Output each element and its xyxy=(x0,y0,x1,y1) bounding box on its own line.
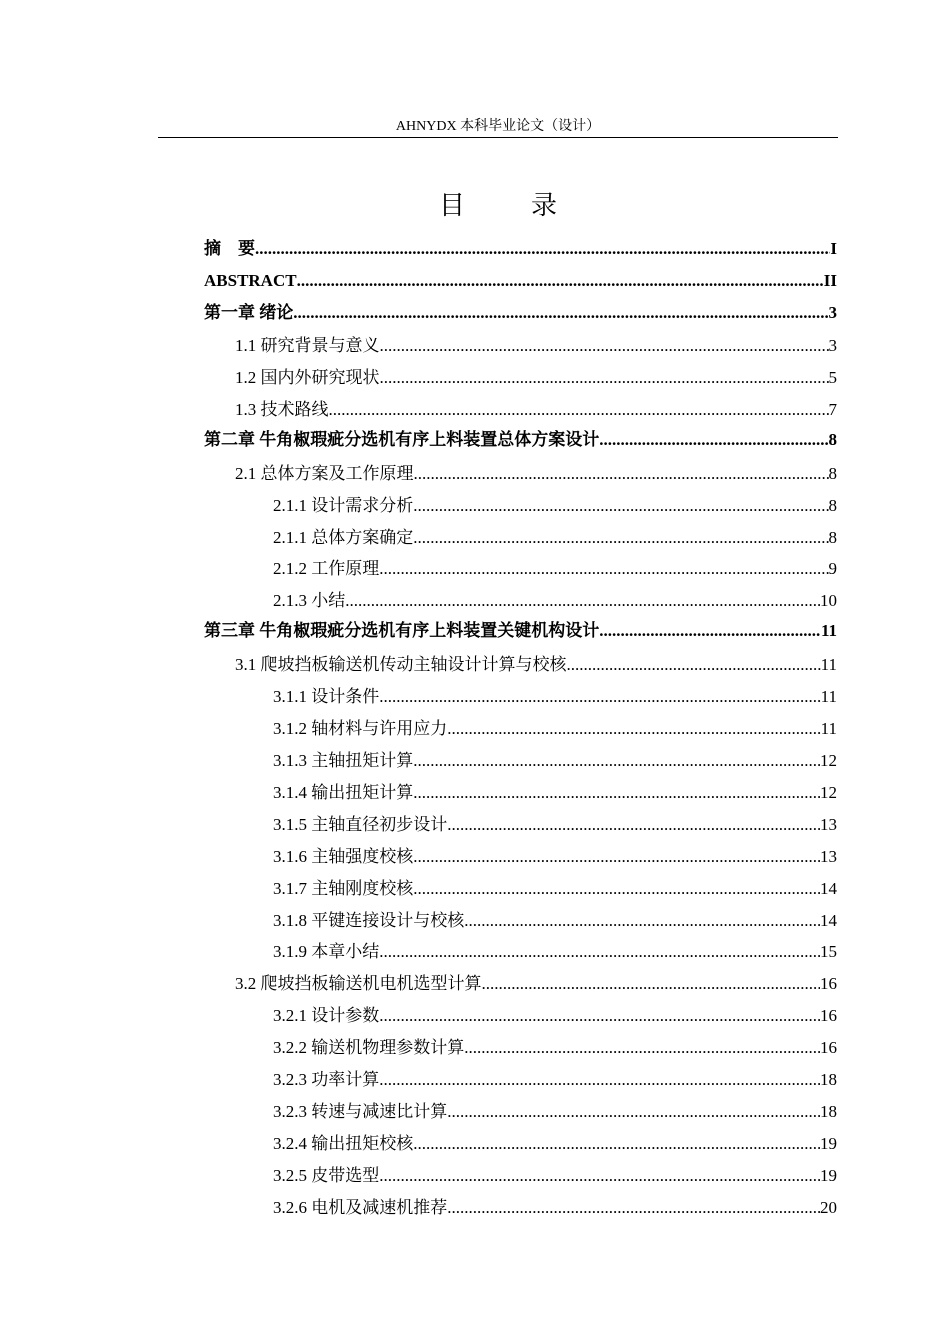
toc-page-number: 3 xyxy=(828,336,837,355)
toc-section-entry[interactable] xyxy=(273,586,837,616)
toc-dot-leader xyxy=(255,234,830,264)
toc-entry-label: 3.1.2 轴材料与许用应力 xyxy=(273,719,448,738)
toc-section-entry[interactable] xyxy=(273,1033,837,1063)
toc-page-number: 8 xyxy=(828,528,837,547)
toc-dot-leader xyxy=(413,1129,820,1159)
toc-dot-leader xyxy=(413,778,820,808)
toc-page-number: 20 xyxy=(820,1198,837,1217)
toc-section-entry[interactable] xyxy=(235,969,837,999)
toc-page-number: 11 xyxy=(820,687,837,706)
toc-page-number: 18 xyxy=(820,1070,837,1089)
toc-section-entry[interactable] xyxy=(273,714,837,744)
page-header: AHNYDX 本科毕业论文（设计） xyxy=(395,119,601,134)
header-rule xyxy=(158,137,838,138)
toc-entry-label: 3.1.4 输出扭矩计算 xyxy=(273,783,414,802)
toc-section-entry[interactable] xyxy=(273,810,837,840)
toc-dot-leader xyxy=(329,395,829,425)
toc-dot-leader xyxy=(447,1193,820,1223)
toc-title: 目 录 xyxy=(438,191,577,220)
toc-entry-label: 3.1.5 主轴直径初步设计 xyxy=(273,815,448,834)
toc-dot-leader xyxy=(567,650,821,680)
toc-page-number: 16 xyxy=(820,1038,837,1057)
toc-page-number: 8 xyxy=(828,496,837,515)
toc-entry-label: 2.1.1 设计需求分析 xyxy=(273,496,414,515)
toc-page-number: II xyxy=(823,271,837,290)
toc-section-entry[interactable] xyxy=(273,1001,837,1031)
toc-dot-leader xyxy=(379,682,820,712)
toc-entry-label: 第三章 牛角椒瑕疵分选机有序上料装置关键机构设计 xyxy=(204,621,600,640)
toc-entry-label: 1.2 国内外研究现状 xyxy=(235,368,380,387)
toc-entry-label: 3.1.1 设计条件 xyxy=(273,687,380,706)
toc-dot-leader xyxy=(413,874,820,904)
toc-dot-leader xyxy=(379,1001,820,1031)
toc-section-entry[interactable] xyxy=(235,650,837,680)
toc-section-entry[interactable] xyxy=(235,459,837,489)
toc-section-entry[interactable] xyxy=(273,746,837,776)
toc-dot-leader xyxy=(599,616,821,646)
toc-section-entry[interactable] xyxy=(235,363,837,393)
toc-dot-leader xyxy=(345,586,820,616)
toc-page-number: 13 xyxy=(820,815,837,834)
toc-page-number: 11 xyxy=(820,719,837,738)
toc-chapter-entry[interactable] xyxy=(204,266,837,296)
toc-page-number: I xyxy=(830,239,837,258)
toc-section-entry[interactable] xyxy=(235,331,837,361)
toc-dot-leader xyxy=(380,363,829,393)
toc-entry-label: 2.1.1 总体方案确定 xyxy=(273,528,414,547)
toc-dot-leader xyxy=(379,1161,820,1191)
toc-entry-label: 2.1 总体方案及工作原理 xyxy=(235,464,414,483)
toc-section-entry[interactable] xyxy=(273,1193,837,1223)
toc-section-entry[interactable] xyxy=(273,523,837,553)
toc-chapter-entry[interactable] xyxy=(204,234,837,264)
toc-section-entry[interactable] xyxy=(273,778,837,808)
toc-page-number: 12 xyxy=(820,783,837,802)
toc-entry-label: 第一章 绪论 xyxy=(204,303,294,322)
toc-entry-label: 2.1.3 小结 xyxy=(273,591,346,610)
toc-dot-leader xyxy=(447,810,820,840)
toc-section-entry[interactable] xyxy=(273,1097,837,1127)
toc-section-entry[interactable] xyxy=(273,906,837,936)
toc-section-entry[interactable] xyxy=(273,1129,837,1159)
toc-dot-leader xyxy=(414,459,829,489)
toc-page-number: 16 xyxy=(820,974,837,993)
toc-entry-label: 3.2.1 设计参数 xyxy=(273,1006,380,1025)
toc-section-entry[interactable] xyxy=(273,874,837,904)
toc-section-entry[interactable] xyxy=(273,554,837,584)
toc-section-entry[interactable] xyxy=(273,937,837,967)
toc-page-number: 11 xyxy=(820,621,837,640)
toc-chapter-entry[interactable] xyxy=(204,425,837,455)
toc-entry-label: ABSTRACT xyxy=(204,271,297,290)
toc-dot-leader xyxy=(464,1033,820,1063)
toc-page-number: 19 xyxy=(820,1134,837,1153)
toc-page-number: 12 xyxy=(820,751,837,770)
toc-dot-leader xyxy=(380,331,829,361)
toc-entry-label: 3.2 爬坡挡板输送机电机选型计算 xyxy=(235,974,482,993)
toc-page-number: 16 xyxy=(820,1006,837,1025)
toc-entry-label: 3.2.6 电机及减速机推荐 xyxy=(273,1198,448,1217)
toc-entry-label: 3.2.5 皮带选型 xyxy=(273,1166,380,1185)
toc-page-number: 8 xyxy=(828,430,837,449)
toc-dot-leader xyxy=(413,523,828,553)
toc-entry-label: 3.1 爬坡挡板输送机传动主轴设计计算与校核 xyxy=(235,655,567,674)
toc-page-number: 8 xyxy=(828,464,837,483)
toc-page-number: 13 xyxy=(820,847,837,866)
toc-page-number: 7 xyxy=(828,400,837,419)
toc-page-number: 11 xyxy=(820,655,837,674)
toc-section-entry[interactable] xyxy=(273,842,837,872)
toc-page-number: 5 xyxy=(828,368,837,387)
toc-entry-label: 3.1.9 本章小结 xyxy=(273,942,380,961)
toc-entry-label: 第二章 牛角椒瑕疵分选机有序上料装置总体方案设计 xyxy=(204,430,600,449)
toc-page-number: 3 xyxy=(828,303,837,322)
toc-dot-leader xyxy=(379,554,828,584)
toc-entry-label: 1.3 技术路线 xyxy=(235,400,329,419)
toc-page-number: 15 xyxy=(820,942,837,961)
toc-entry-label: 3.1.3 主轴扭矩计算 xyxy=(273,751,414,770)
toc-dot-leader xyxy=(447,714,820,744)
toc-entry-label: 摘 要 xyxy=(204,239,255,258)
toc-dot-leader xyxy=(293,298,828,328)
toc-page-number: 19 xyxy=(820,1166,837,1185)
toc-entry-label: 3.2.4 输出扭矩校核 xyxy=(273,1134,414,1153)
toc-section-entry[interactable] xyxy=(273,1065,837,1095)
toc-page-number: 9 xyxy=(828,559,837,578)
toc-entry-label: 2.1.2 工作原理 xyxy=(273,559,380,578)
toc-dot-leader xyxy=(379,937,820,967)
toc-dot-leader xyxy=(482,969,821,999)
toc-entry-label: 1.1 研究背景与意义 xyxy=(235,336,380,355)
toc-entry-label: 3.1.8 平键连接设计与校核 xyxy=(273,911,465,930)
toc-entry-label: 3.1.7 主轴刚度校核 xyxy=(273,879,414,898)
toc-section-entry[interactable] xyxy=(273,1161,837,1191)
toc-section-entry[interactable] xyxy=(273,682,837,712)
toc-dot-leader xyxy=(413,491,828,521)
toc-chapter-entry[interactable] xyxy=(204,616,837,646)
toc-entry-label: 3.2.2 输送机物理参数计算 xyxy=(273,1038,465,1057)
toc-dot-leader xyxy=(447,1097,820,1127)
toc-dot-leader xyxy=(464,906,820,936)
toc-chapter-entry[interactable] xyxy=(204,298,837,328)
toc-dot-leader xyxy=(599,425,828,455)
toc-dot-leader xyxy=(297,266,824,296)
toc-page-number: 14 xyxy=(820,879,837,898)
toc-section-entry[interactable] xyxy=(273,491,837,521)
toc-dot-leader xyxy=(379,1065,820,1095)
toc-entry-label: 3.2.3 转速与减速比计算 xyxy=(273,1102,448,1121)
toc-page-number: 14 xyxy=(820,911,837,930)
toc-entry-label: 3.2.3 功率计算 xyxy=(273,1070,380,1089)
toc-page-number: 18 xyxy=(820,1102,837,1121)
toc-entry-label: 3.1.6 主轴强度校核 xyxy=(273,847,414,866)
toc-section-entry[interactable] xyxy=(235,395,837,425)
toc-page-number: 10 xyxy=(820,591,837,610)
toc-dot-leader xyxy=(413,746,820,776)
toc-dot-leader xyxy=(413,842,820,872)
